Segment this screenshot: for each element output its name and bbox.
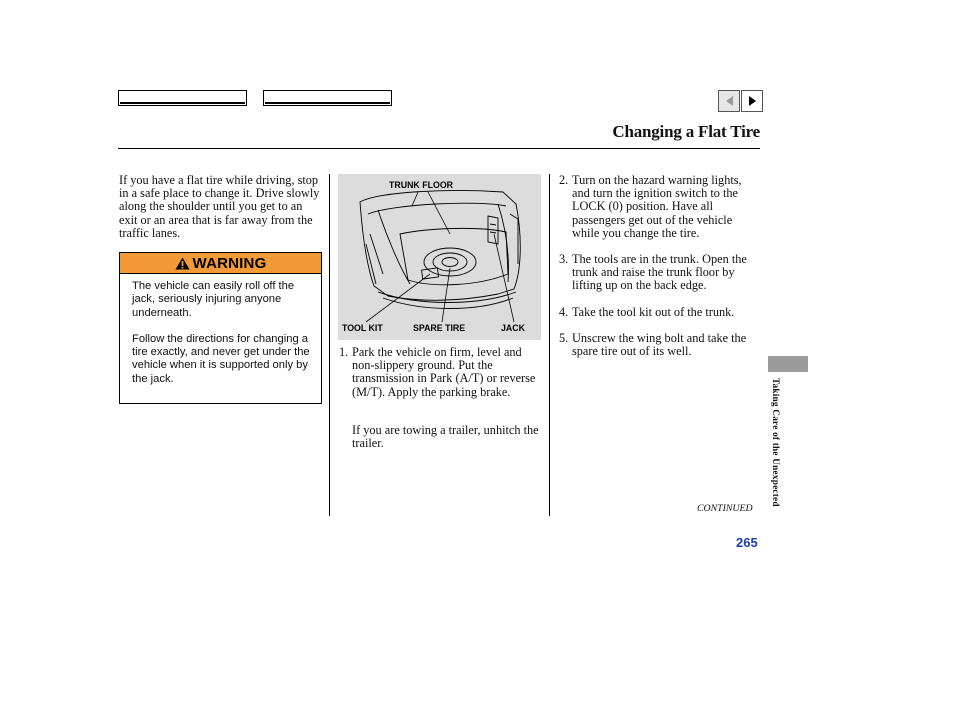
continued-note: CONTINUED bbox=[697, 503, 753, 514]
page-number: 265 bbox=[736, 535, 758, 550]
label-trunk-floor: TRUNK FLOOR bbox=[389, 180, 454, 190]
arrow-left-icon bbox=[726, 96, 733, 106]
trunk-illustration bbox=[338, 174, 541, 340]
step-number: 4. bbox=[559, 305, 569, 319]
prev-page-button[interactable] bbox=[718, 90, 740, 112]
step-text: The tools are in the trunk. Open the trunk and raise the trunk floor by lifting up on the back edge. bbox=[572, 252, 747, 293]
arrow-right-icon bbox=[749, 96, 756, 106]
intro-paragraph: If you have a flat tire while driving, stop in a safe place to change it. Drive slowly along the shoulder until you get to an exit or an area that is far away from the traffic lanes. bbox=[119, 173, 320, 240]
page-title: Changing a Flat Tire bbox=[612, 122, 760, 141]
step-text: Park the vehicle on firm, level and non-slippery ground. Put the transmission in Park (A/T) or reverse (M/T). Apply the parking brake. bbox=[352, 345, 536, 399]
warning-paragraph: Follow the directions for changing a tire exactly, and never get under the vehicle when it is supported only by the jack. bbox=[132, 332, 310, 385]
step-text: Turn on the hazard warning lights, and turn the ignition switch to the LOCK (0) position. Have all passengers get out of the vehicle while you change the tire. bbox=[572, 173, 742, 240]
column-divider-2 bbox=[549, 174, 550, 516]
label-jack: JACK bbox=[501, 323, 525, 333]
title-rule bbox=[118, 148, 760, 149]
step-number: 1. bbox=[339, 345, 349, 359]
trunk-drawing bbox=[338, 174, 541, 340]
warning-paragraph: The vehicle can easily roll off the jack, seriously injuring anyone underneath. bbox=[132, 280, 295, 319]
nav-contents-button[interactable] bbox=[118, 90, 247, 106]
step-number: 3. bbox=[559, 252, 569, 266]
step-number: 2. bbox=[559, 173, 569, 187]
warning-body bbox=[120, 274, 321, 386]
warning-box bbox=[119, 252, 322, 404]
step-1-note: If you are towing a trailer, unhitch the trailer. bbox=[352, 423, 539, 451]
column-divider-1 bbox=[329, 174, 330, 516]
section-label: Taking Care of the Unexpected bbox=[770, 378, 780, 507]
label-tool-kit: TOOL KIT bbox=[342, 323, 383, 333]
label-spare-tire: SPARE TIRE bbox=[413, 323, 466, 333]
warning-title: WARNING bbox=[192, 254, 267, 272]
warning-triangle-icon bbox=[175, 257, 190, 270]
next-page-button[interactable] bbox=[741, 90, 763, 112]
section-tab[interactable] bbox=[768, 356, 808, 372]
step-text: Take the tool kit out of the trunk. bbox=[572, 305, 735, 319]
warning-header bbox=[120, 253, 321, 274]
step-number: 5. bbox=[559, 331, 569, 345]
step-text: Unscrew the wing bolt and take the spare tire out of its well. bbox=[572, 331, 747, 359]
nav-index-button[interactable] bbox=[263, 90, 392, 106]
